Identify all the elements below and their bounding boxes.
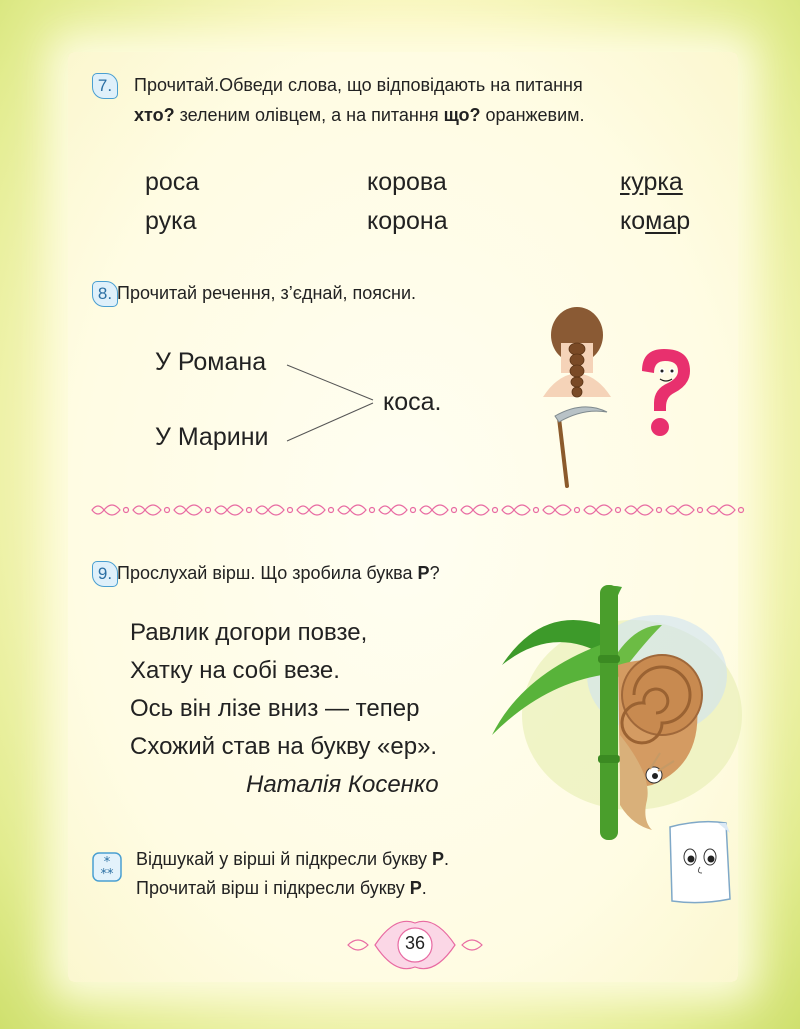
poem-line-4: Схожий став на букву «ер». — [130, 733, 438, 760]
extra-line1-dot: . — [444, 849, 450, 869]
word-kosa: коса. — [383, 388, 442, 416]
word-kurka: курка — [620, 168, 683, 196]
syllable-underline: ма — [645, 207, 677, 235]
task-7-mid: зеленим олівцем, а на питання — [174, 105, 444, 125]
task-7-end: оранжевим. — [480, 105, 585, 125]
extra-line2-letter: Р — [409, 878, 422, 898]
star-task-icon — [90, 850, 124, 884]
question-mark-character-icon — [628, 345, 698, 440]
task-9-letter: Р — [417, 563, 430, 583]
task-number-8: 8. — [92, 281, 118, 307]
question-what: що? — [443, 105, 481, 125]
word-komar: комар — [620, 207, 691, 235]
word-korova: корова — [367, 168, 447, 196]
poem-line-2: Хатку на собі везе. — [130, 657, 340, 684]
extra-line2-dot: . — [421, 878, 427, 898]
paper-sheet-character-icon — [660, 815, 740, 910]
svg-text:*: * — [103, 855, 111, 870]
phrase-u-romana: У Романа — [155, 348, 267, 376]
word-ruka: рука — [145, 207, 197, 235]
syllable-underline: ка — [657, 168, 683, 196]
extra-task-line-2 — [136, 874, 449, 903]
snail-on-plant-illustration — [482, 585, 752, 840]
extra-task-line-1 — [136, 845, 449, 874]
word-korona: корона — [367, 207, 448, 235]
task-number-9: 9. — [92, 561, 118, 587]
task-9-end: ? — [429, 563, 440, 583]
scythe-illustration — [545, 398, 615, 488]
poem-author: Наталія Косенко — [246, 771, 439, 798]
connecting-lines — [285, 355, 385, 445]
poem-line-3: Ось він лізе вниз — тепер — [130, 695, 420, 722]
decorative-border — [90, 500, 746, 520]
extra-line1-text: Відшукай у вірші й підкресли букву — [136, 849, 433, 869]
task-8-instruction: Прочитай речення, з’єднай, поясни. — [117, 283, 416, 303]
task-9-text: Прослухай вірш. Що зробила буква — [117, 563, 418, 583]
extra-line2-text: Прочитай вірш і підкресли букву — [136, 878, 410, 898]
extra-task-instructions — [136, 845, 449, 903]
task-7-line1: Прочитай.Обведи слова, що відповідають на питання — [134, 75, 583, 95]
task-number-7: 7. — [92, 73, 118, 99]
word-rosa: роса — [145, 168, 200, 196]
poem — [130, 614, 439, 804]
poem-line-1: Равлик догори повзе, — [130, 619, 368, 646]
phrase-u-maryny: У Марини — [155, 423, 269, 451]
question-who: хто? — [134, 105, 175, 125]
braid-hair-illustration — [537, 305, 617, 400]
task-9-instruction — [117, 558, 440, 588]
syllable-underline: ку — [620, 168, 644, 196]
page-number: 36 — [404, 933, 426, 953]
task-7-instruction — [134, 70, 585, 130]
svg-text:**: ** — [100, 867, 114, 882]
extra-line1-letter: Р — [432, 849, 445, 869]
